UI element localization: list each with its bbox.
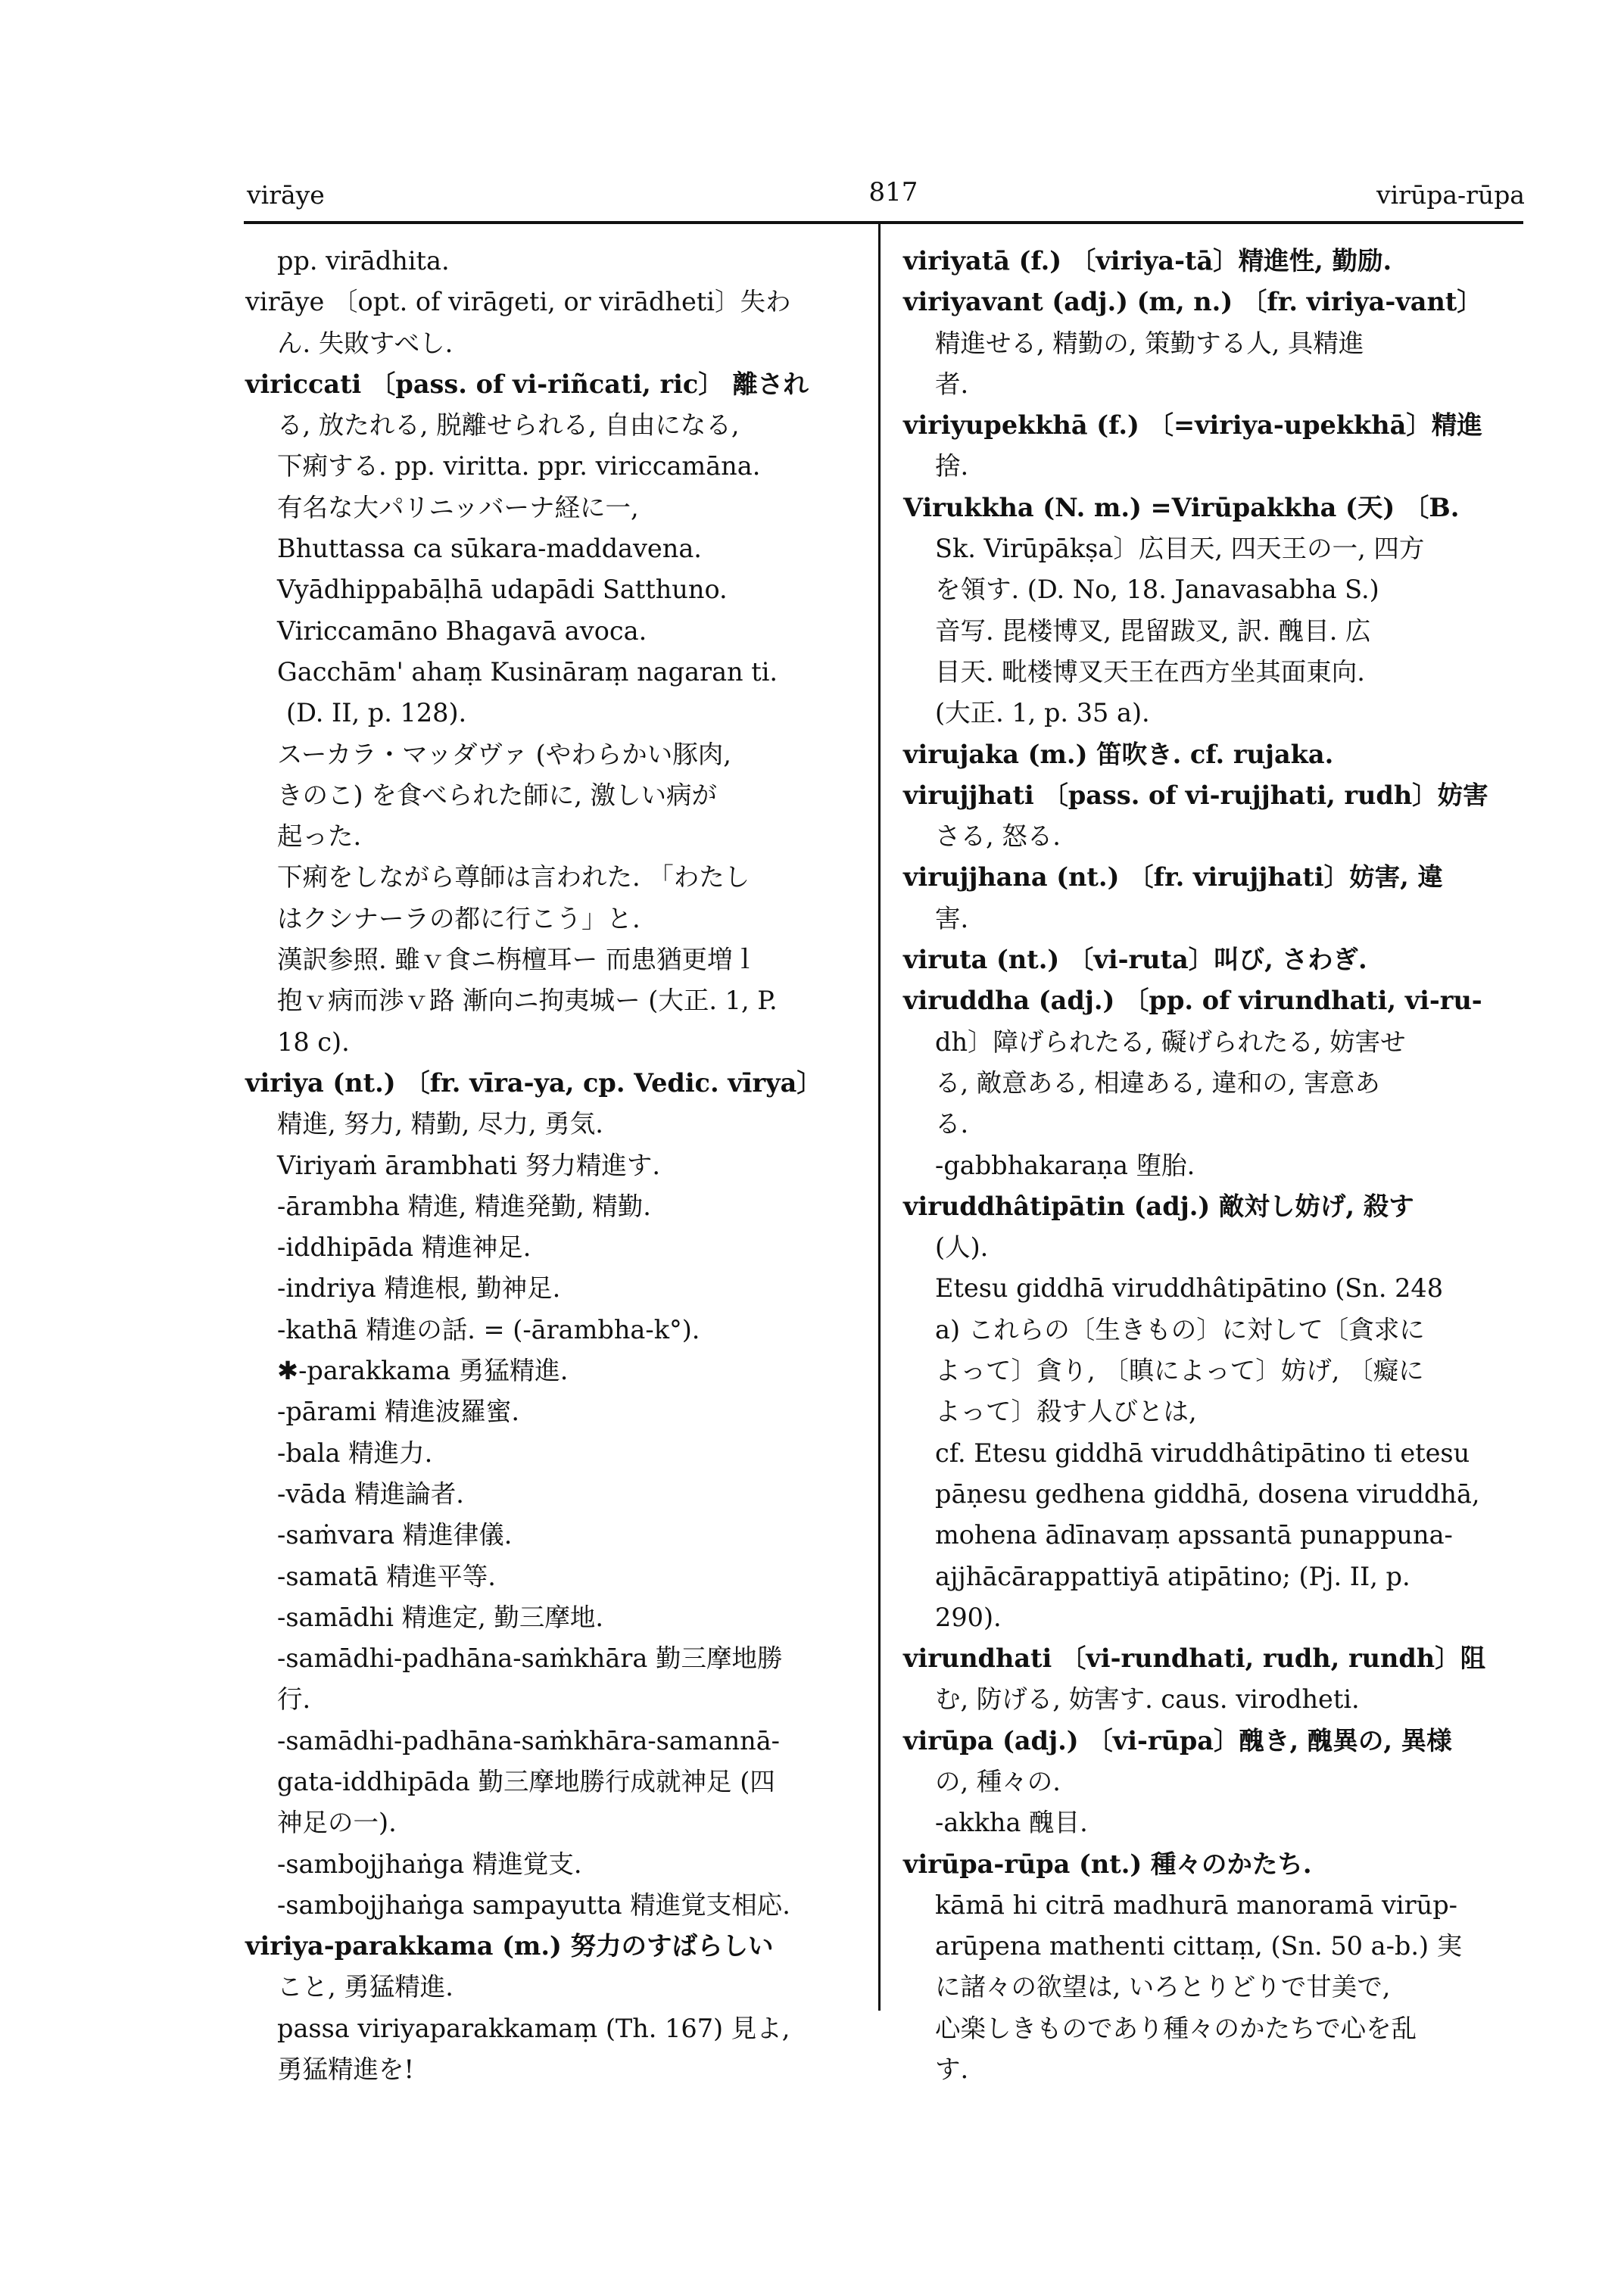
text-line: 精進, 努力, 精勤, 尽力, 勇気. [277, 1109, 603, 1139]
text-line: pāṇesu gedhena giddhā, dosena viruddhā, [935, 1478, 1480, 1509]
text-line: 18 c). [277, 1027, 350, 1057]
text-line: よって〕殺す人びとは, [935, 1397, 1197, 1427]
text-line: viruddhâtipātin (adj.) 敵対し妨げ, 殺す [903, 1191, 1414, 1221]
left-column [245, 241, 868, 2090]
text-line: -indriya 精進根, 勤神足. [277, 1273, 561, 1304]
text-line: きのこ) を食べられた師に, 激しい病が [277, 780, 718, 810]
text-line: -kathā 精進の話. = (-ārambha-k°). [277, 1314, 700, 1344]
text-line: -pārami 精進波羅蜜. [277, 1397, 519, 1427]
text-line: -sambojjhaṅga 精進覚支. [277, 1849, 582, 1879]
text-line: こと, 勇猛精進. [277, 1972, 454, 2002]
text-line: virūpa (adj.) 〔vi-rūpa〕醜き, 醜異の, 異様 [903, 1725, 1452, 1756]
text-line: 神足の一). [277, 1808, 397, 1838]
text-line: スーカラ・マッダヴァ (やわらかい豚肉, [277, 739, 731, 769]
text-line: -ārambha 精進, 精進発勤, 精勤. [277, 1191, 651, 1221]
text-line: の, 種々の. [935, 1766, 1061, 1796]
text-line: viriya-parakkama (m.) 努力のすばらしい [245, 1931, 774, 1961]
running-header [242, 176, 1529, 221]
text-line: mohena ādīnavaṃ apssantā punappuna- [935, 1520, 1453, 1550]
text-line: 精進せる, 精勤の, 策勤する人, 具精進 [935, 328, 1364, 358]
right-column [903, 241, 1524, 2090]
text-line: 下痢する. pp. viritta. ppr. viriccamāna. [277, 451, 761, 481]
text-line: Vyādhippabāḷhā udapādi Satthuno. [277, 575, 728, 605]
text-line: ajjhācārappattiyā atipātino; (Pj. II, p. [935, 1561, 1410, 1591]
text-line: -akkha 醜目. [935, 1808, 1088, 1838]
text-line: viriyavant (adj.) (m, n.) 〔fr. viriya-vant〕 [903, 287, 1482, 317]
text-line: 290). [935, 1602, 1002, 1632]
text-line: -sambojjhaṅga sampayutta 精進覚支相応. [277, 1890, 790, 1920]
text-line: -saṁvara 精進律儀. [277, 1520, 513, 1550]
text-line: 有名な大パリニッバーナ経に一, [277, 492, 639, 522]
text-line: る. [935, 1109, 969, 1139]
text-line: 捨. [935, 451, 969, 481]
column-divider [878, 224, 881, 2011]
text-line: kāmā hi citrā madhurā manoramā virūp- [935, 1890, 1457, 1920]
text-line: -samādhi 精進定, 勤三摩地. [277, 1602, 604, 1632]
text-line: (人). [935, 1232, 989, 1263]
text-line: viriya (nt.) 〔fr. vīra-ya, cp. Vedic. vīrya〕 [245, 1067, 822, 1098]
text-line: -samatā 精進平等. [277, 1561, 496, 1591]
text-line: Viriccamāno Bhagavā avoca. [277, 615, 647, 646]
text-line: passa viriyaparakkamaṃ (Th. 167) 見よ, [277, 2013, 790, 2043]
text-line: gata-iddhipāda 勤三摩地勝行成就神足 (四 [277, 1766, 775, 1796]
text-line: pp. virādhita. [277, 246, 450, 276]
text-line: Sk. Virūpākṣa〕広目天, 四天王の一, 四方 [935, 534, 1425, 564]
text-line: viriyatā (f.) 〔viriya-tā〕精進性, 勤励. [903, 246, 1392, 276]
page-number: 817 [868, 177, 918, 207]
text-line: ん. 失敗すべし. [277, 328, 454, 358]
text-line: virujaka (m.) 笛吹き. cf. rujaka. [903, 739, 1334, 769]
text-line: Bhuttassa ca sūkara-maddavena. [277, 534, 702, 564]
text-line: はクシナーラの都に行こう」と. [277, 903, 641, 933]
text-line: Virukkha (N. m.) =Virūpakkha (天) 〔B. [903, 492, 1460, 522]
text-line: さる, 怒る. [935, 821, 1061, 852]
text-line: 起った. [277, 821, 362, 852]
text-line: ✱-parakkama 勇猛精進. [277, 1356, 569, 1386]
text-line: Viriyaṁ ārambhati 努力精進す. [277, 1150, 661, 1180]
text-line: に諸々の欲望は, いろとりどりで甘美で, [935, 1972, 1391, 2002]
text-line: viriccati 〔pass. of vi-riñcati, ric〕 離され [245, 369, 809, 399]
text-line: 目天. 毗楼博叉天王在西方坐其面東向. [935, 656, 1365, 687]
header-rule [244, 221, 1523, 224]
text-line: 音写. 毘楼博叉, 毘留跋叉, 訳. 醜目. 広 [935, 615, 1371, 646]
text-line: virujjhati 〔pass. of vi-rujjhati, rudh〕妨害 [903, 780, 1488, 810]
text-line: む, 防げる, 妨害す. caus. virodheti. [935, 1684, 1360, 1715]
text-line: よって〕貪り, 〔瞋によって〕妨げ, 〔癡に [935, 1356, 1424, 1386]
text-line: virujjhana (nt.) 〔fr. virujjhati〕妨害, 違 [903, 862, 1443, 893]
text-line: 抱ｖ病而渉ｖ路 漸向ニ拘夷城ー (大正. 1, P. [277, 986, 778, 1016]
text-line: (D. II, p. 128). [286, 698, 467, 728]
text-line: -vāda 精進論者. [277, 1478, 464, 1509]
text-line: る, 敵意ある, 相違ある, 違和の, 害意あ [935, 1067, 1380, 1098]
text-line: 下痢をしながら尊師は言われた. 「わたし [277, 862, 750, 893]
text-line: -gabbhakaraṇa 堕胎. [935, 1150, 1195, 1180]
text-line: virundhati 〔vi-rundhati, rudh, rundh〕阻 [903, 1643, 1486, 1674]
text-line: 行. [277, 1684, 311, 1715]
text-line: 漢訳参照. 雖ｖ食ニ栴檀耳ー 而患猶更増ｌ [277, 945, 758, 975]
text-line: viruddha (adj.) 〔pp. of virundhati, vi-ru- [903, 986, 1482, 1016]
text-line: -bala 精進力. [277, 1438, 433, 1468]
text-line: 害. [935, 903, 969, 933]
text-line: virūpa-rūpa (nt.) 種々のかたち. [903, 1849, 1312, 1879]
text-line: Etesu giddhā viruddhâtipātino (Sn. 248 [935, 1273, 1444, 1304]
text-line: -samādhi-padhāna-saṁkhāra 勤三摩地勝 [277, 1643, 783, 1674]
text-line: a) これらの〔生きもの〕に対して〔貪求に [935, 1314, 1425, 1344]
header-left-guide-word: virāye [247, 180, 325, 210]
text-line: arūpena mathenti cittaṃ, (Sn. 50 a-b.) 実 [935, 1931, 1463, 1961]
text-line: 心楽しきものであり種々のかたちで心を乱 [935, 2013, 1417, 2043]
text-line: viruta (nt.) 〔vi-ruta〕叫び, さわぎ. [903, 945, 1367, 975]
text-line: virāye 〔opt. of virāgeti, or virādheti〕失わ [245, 287, 791, 317]
text-line: dh〕障げられたる, 礙げられたる, 妨害せ [935, 1027, 1406, 1057]
text-line: 勇猛精進を! [277, 2055, 414, 2085]
header-right-guide-word: virūpa-rūpa [1376, 180, 1525, 210]
text-line: Gacchām' ahaṃ Kusināraṃ nagaran ti. [277, 656, 778, 687]
text-line: (大正. 1, p. 35 a). [935, 698, 1150, 728]
text-line: を領す. (D. No, 18. Janavasabha S.) [935, 575, 1379, 605]
text-line: す. [935, 2055, 969, 2085]
text-line: cf. Etesu giddhā viruddhâtipātino ti etesu [935, 1438, 1470, 1468]
text-line: -samādhi-padhāna-saṁkhāra-samannā- [277, 1725, 780, 1756]
text-line: る, 放たれる, 脱離せられる, 自由になる, [277, 410, 740, 441]
text-line: 者. [935, 369, 969, 399]
text-line: viriyupekkhā (f.) 〔=viriya-upekkhā〕精進 [903, 410, 1482, 441]
text-line: -iddhipāda 精進神足. [277, 1232, 531, 1263]
